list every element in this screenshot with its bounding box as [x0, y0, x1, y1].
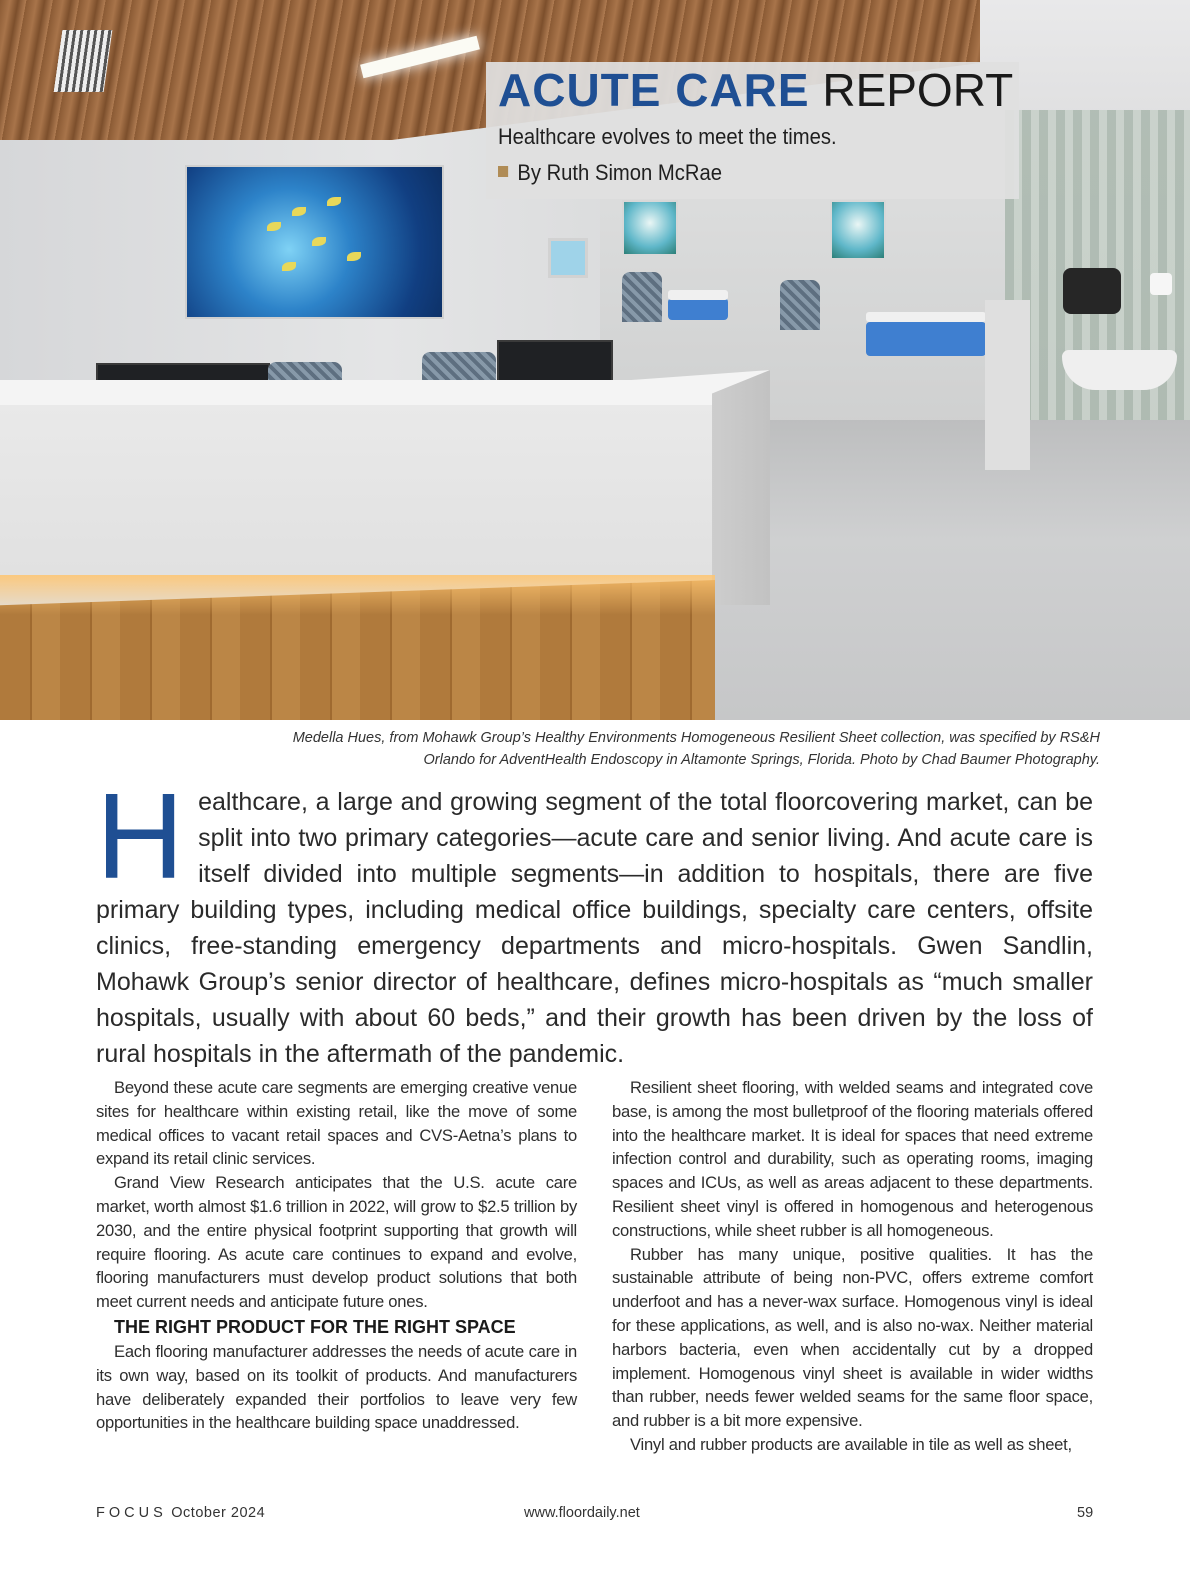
page-number: 59 [1077, 1505, 1094, 1521]
body-paragraph: Each flooring manufacturer addresses the needs of acute care in its own way, based on its toolkit of products. And manufacturers have deliberately expanded their portfolios to leave very few opportunities in the healthcare building space unaddressed. [96, 1341, 577, 1433]
soap-dispenser [1150, 273, 1172, 295]
section-subhead: THE RIGHT PRODUCT FOR THE RIGHT SPACE [114, 1316, 516, 1337]
wall-art [622, 200, 678, 256]
hospital-bed [866, 322, 986, 356]
body-paragraph: Grand View Research anticipates that the U.S. acute care market, worth almost $1.6 trillion in 2022, will grow to $2.5 trillion by 2030, and the entire physical footprint supporting that growth will require flooring. As acute care continues to expand and evolve, flooring manufacturers must develop product solutions that both meet current needs and anticipate future ones. [96, 1173, 577, 1312]
ceiling-vent [54, 30, 113, 92]
right-column [612, 1076, 1093, 1457]
wall-pillar [985, 300, 1030, 470]
photo-caption: Medella Hues, from Mohawk Group’s Healthy Environments Homogeneous Resilient Sheet collection, was specified by RS&H Orlando for AdventHealth Endoscopy in Altamonte Springs, Florida. Photo by Chad Baumer Photography. [292, 730, 1100, 768]
body-paragraph: Rubber has many unique, positive qualities. It has the sustainable attribute of being non-PVC, offers extreme comfort underfoot and has a never-wax surface. Homogenous vinyl is ideal for these applications, as well, and is also no-wax. Neither material harbors bacteria, even when accidentally cut by a dropped implement. Homogenous vinyl sheet is available in wider widths than rubber, needs fewer welded seams for the same floor space, and rubber is a bit more expensive. [612, 1244, 1093, 1431]
lede-text: ealthcare, a large and growing segment of the total floorcovering market, can be split into two primary categories—acute care and senior living. And acute care is itself divided into multiple segments—in addition to hospitals, there are five primary building types, including medical office buildings, specialty care centers, offsite clinics, free-standing emergency departments and micro-hospitals. Gwen Sandlin, Mohawk Group’s senior director of healthcare, defines micro-hospitals as “much smaller hospitals, usually with about 60 beds,” and their growth has been driven by the loss of rural hospitals in the aftermath of the pandemic. [96, 788, 1093, 1068]
hospital-bed [668, 298, 728, 320]
footer-website[interactable]: www.floordaily.net [524, 1505, 640, 1521]
bed-rail [866, 312, 986, 322]
deck: Healthcare evolves to meet the times. [498, 124, 837, 149]
bed-rail [668, 290, 728, 300]
body-paragraph: Resilient sheet flooring, with welded seams and integrated cove base, is among the most bulletproof of the flooring materials offered into the healthcare market. It is ideal for spaces that need extreme infection control and durability, such as operating rooms, imaging spaces and ICUs, as well as areas adjacent to these departments. Resilient sheet vinyl is offered in homogenous and heterogenous constructions, while sheet rubber is all homogeneous. [612, 1078, 1093, 1240]
body-paragraph: Vinyl and rubber products are available in tile as well as sheet, [630, 1434, 1072, 1454]
title-light: REPORT [822, 64, 1014, 116]
body-paragraph: Beyond these acute care segments are emerging creative venue sites for healthcare within existing retail, like the move of some medical offices to vacant retail spaces and CVS-Aetna’s plans to expand its retail clinic services. [96, 1078, 577, 1169]
wall-display [548, 238, 588, 278]
report-title [498, 64, 1013, 116]
left-column [96, 1076, 577, 1435]
drop-cap: H [96, 768, 185, 904]
sink [1062, 350, 1177, 390]
wall-mural [185, 165, 444, 319]
footer-magazine: FOCUS [96, 1505, 167, 1521]
byline-square-icon [498, 166, 508, 177]
byline [498, 160, 722, 186]
lede-paragraph [96, 768, 1093, 1072]
wall-art [830, 200, 886, 260]
footer-issue [96, 1505, 265, 1521]
byline-text: By Ruth Simon McRae [517, 160, 723, 185]
footer-date: October 2024 [171, 1505, 266, 1521]
chair [780, 280, 820, 330]
chair [622, 272, 662, 322]
reception-desk-side [712, 370, 770, 605]
title-strong: ACUTE CARE [498, 64, 810, 116]
towel-dispenser [1063, 268, 1121, 314]
desk-light-glow [0, 575, 715, 615]
